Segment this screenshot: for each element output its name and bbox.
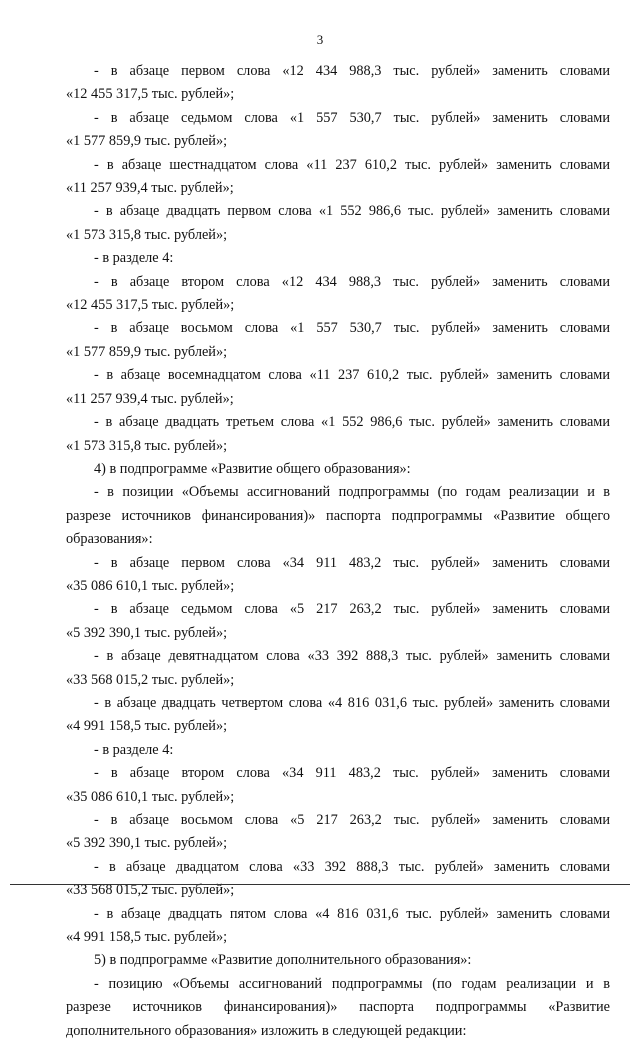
document-line: - в абзаце двадцать четвертом слова «4 816 031,6 тыс. рублей» заменить словами (94, 694, 610, 711)
document-line: «1 573 315,8 тыс. рублей»; (66, 437, 228, 454)
document-line: «4 991 158,5 тыс. рублей»; (66, 929, 228, 946)
document-line: дополнительного образования» изложить в следующей редакции: (66, 1022, 467, 1039)
document-body (66, 60, 610, 1043)
document-line: - в абзаце восьмом слова «5 217 263,2 тыс. рублей» заменить словами (94, 812, 610, 828)
document-line: 5) в подпрограмме «Развитие дополнительного образования»: (94, 952, 472, 969)
document-line: «11 257 939,4 тыс. рублей»; (66, 390, 234, 407)
document-line: - в абзаце седьмом слова «5 217 263,2 тыс. рублей» заменить словами (94, 601, 610, 618)
document-line: - в абзаце втором слова «12 434 988,3 тыс. рублей» заменить словами (94, 273, 610, 290)
document-line: «4 991 158,5 тыс. рублей»; (66, 718, 228, 735)
document-line: «35 086 610,1 тыс. рублей»; (66, 788, 235, 805)
document-line: - в разделе 4: (94, 250, 174, 267)
document-line: разрезе источников финансирования)» паспорта подпрограммы «Развитие общего (66, 507, 610, 524)
document-line: 4) в подпрограмме «Развитие общего образования»: (94, 460, 411, 477)
document-line: - позицию «Объемы ассигнований подпрограммы (по годам реализации и в (94, 975, 610, 992)
document-line: разрезе источников финансирования)» паспорта подпрограммы «Развитие (66, 999, 610, 1016)
document-line: - в абзаце девятнадцатом слова «33 392 888,3 тыс. рублей» заменить словами (94, 648, 610, 665)
document-line: - в абзаце двадцать пятом слова «4 816 031,6 тыс. рублей» заменить словами (94, 905, 610, 922)
bottom-rule (10, 884, 630, 885)
document-line: - в абзаце двадцать третьем слова «1 552 986,6 тыс. рублей» заменить словами (94, 414, 610, 431)
document-line: образования»: (66, 531, 153, 548)
document-line: «1 577 859,9 тыс. рублей»; (66, 133, 228, 150)
document-line: - в абзаце двадцать первом слова «1 552 986,6 тыс. рублей» заменить словами (94, 203, 610, 220)
document-line: «33 568 015,2 тыс. рублей»; (66, 671, 235, 688)
document-line: «12 455 317,5 тыс. рублей»; (66, 86, 235, 103)
page-number: 3 (316, 32, 324, 47)
document-line: - в абзаце седьмом слова «1 557 530,7 тыс. рублей» заменить словами (94, 109, 610, 126)
document-line: - в абзаце восемнадцатом слова «11 237 610,2 тыс. рублей» заменить словами (94, 367, 610, 384)
document-line: - в абзаце первом слова «12 434 988,3 тыс. рублей» заменить словами (94, 63, 610, 79)
document-line: - в позиции «Объемы ассигнований подпрограммы (по годам реализации и в (94, 484, 610, 501)
document-line: «35 086 610,1 тыс. рублей»; (66, 577, 235, 594)
document-line: «11 257 939,4 тыс. рублей»; (66, 180, 234, 197)
document-line: «5 392 390,1 тыс. рублей»; (66, 835, 228, 852)
document-line: - в абзаце втором слова «34 911 483,2 тыс. рублей» заменить словами (94, 765, 610, 782)
document-line: «1 577 859,9 тыс. рублей»; (66, 343, 228, 360)
document-line: «12 455 317,5 тыс. рублей»; (66, 297, 235, 314)
document-line: - в абзаце двадцатом слова «33 392 888,3 тыс. рублей» заменить словами (94, 858, 610, 875)
document-line: - в абзаце восьмом слова «1 557 530,7 тыс. рублей» заменить словами (94, 320, 610, 337)
document-line: - в разделе 4: (94, 741, 174, 758)
document-line: «33 568 015,2 тыс. рублей»; (66, 882, 235, 899)
document-line: - в абзаце шестнадцатом слова «11 237 610,2 тыс. рублей» заменить словами (94, 156, 610, 173)
document-line: «1 573 315,8 тыс. рублей»; (66, 226, 228, 243)
document-line: «5 392 390,1 тыс. рублей»; (66, 624, 228, 641)
document-line: - в абзаце первом слова «34 911 483,2 тыс. рублей» заменить словами (94, 554, 610, 571)
